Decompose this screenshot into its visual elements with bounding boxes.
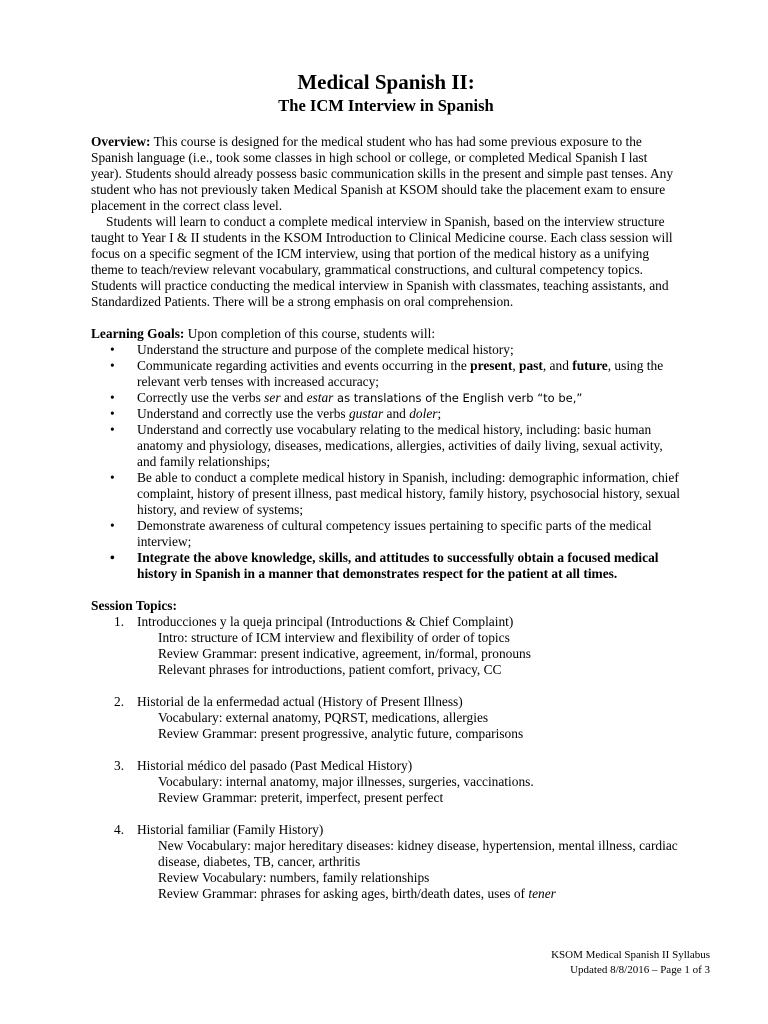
topic-number: 1. bbox=[114, 614, 125, 629]
goal-item bbox=[91, 390, 681, 406]
topic-detail: Vocabulary: external anatomy, PQRST, medications, allergies bbox=[158, 710, 489, 725]
page-footer bbox=[551, 948, 710, 978]
goal-item bbox=[91, 358, 681, 390]
footer-syllabus-title: KSOM Medical Spanish II Syllabus bbox=[551, 949, 710, 961]
topic-number: 2. bbox=[114, 694, 125, 709]
overview-label: Overview: bbox=[91, 134, 151, 149]
session-topics-heading bbox=[91, 598, 681, 614]
topic-item bbox=[91, 758, 681, 806]
learning-goals-label: Learning Goals: bbox=[91, 326, 185, 341]
document-subtitle: The ICM Interview in Spanish bbox=[278, 96, 494, 115]
topic-detail: Review Vocabulary: numbers, family relationships bbox=[158, 870, 430, 885]
topic-detail: Review Grammar: present progressive, analytic future, comparisons bbox=[158, 726, 524, 741]
syllabus-page bbox=[91, 70, 681, 918]
topic-title: Historial familiar (Family History) bbox=[137, 822, 324, 837]
goal-text: Communicate regarding activities and events occurring in the bbox=[137, 358, 471, 373]
goal-keyword-past: past bbox=[519, 358, 543, 373]
goal-text: Understand the structure and purpose of the complete medical history; bbox=[137, 342, 514, 357]
topic-detail: Review Grammar: preterit, imperfect, present perfect bbox=[158, 790, 444, 805]
overview-text: This course is designed for the medical student who has had some previous exposure to the Spanish language (i.e., took some classes in high school or college, or completed Medical Spanish I last year). Students should already possess basic communication skills in the present and simple past tenses. Any student who has not previously taken Medical Spanish at KSOM should take the placement exam to ensure placement in the correct class level. bbox=[91, 134, 674, 213]
goal-text: ; bbox=[437, 406, 442, 421]
topic-item bbox=[91, 822, 681, 902]
topic-detail: Review Grammar: present indicative, agreement, in/formal, pronouns bbox=[158, 646, 531, 661]
footer-updated-page: Updated 8/8/2016 – Page 1 of 3 bbox=[570, 964, 710, 976]
goal-verb-ser: ser bbox=[264, 390, 281, 405]
goal-text: , bbox=[512, 358, 520, 373]
session-topics-label: Session Topics: bbox=[91, 598, 177, 613]
goal-text: Understand and correctly use the verbs bbox=[137, 406, 349, 421]
goal-item bbox=[91, 518, 681, 550]
topic-title: Historial de la enfermedad actual (History of Present Illness) bbox=[137, 694, 463, 709]
learning-goals-intro-text: Upon completion of this course, students will: bbox=[184, 326, 436, 341]
goal-verb-estar: estar bbox=[306, 390, 334, 405]
goal-text: , and bbox=[542, 358, 573, 373]
goal-text: Integrate the above knowledge, skills, and attitudes to successfully obtain a focused medical history in Spanish in a manner that demonstrates respect for the patient at all times. bbox=[137, 550, 659, 581]
topic-detail: New Vocabulary: major hereditary diseases: kidney disease, hypertension, mental illness, cardiac disease, diabetes, TB, cancer, arthritis bbox=[158, 838, 678, 869]
learning-goals-list bbox=[91, 342, 681, 582]
goal-verb-gustar: gustar bbox=[348, 406, 384, 421]
topic-item bbox=[91, 694, 681, 742]
topic-detail bbox=[137, 886, 681, 902]
goal-text: Demonstrate awareness of cultural competency issues pertaining to specific parts of the medical interview; bbox=[137, 518, 652, 549]
session-topics-list bbox=[91, 614, 681, 902]
goal-item bbox=[91, 422, 681, 470]
overview-paragraph-2: Students will learn to conduct a complete medical interview in Spanish, based on the interview structure taught to Year I & II students in the KSOM Introduction to Clinical Medicine course. Each class session will focus on a specific segment of the ICM interview, using that portion of the medical history as a unifying theme to teach/review relevant vocabulary, grammatical constructions, and cultural competency topics. Students will practice conducting the medical interview in Spanish with classmates, teaching assistants, and Standardized Patients. There will be a strong emphasis on oral comprehension. bbox=[91, 214, 673, 309]
learning-goals-intro bbox=[91, 326, 681, 342]
goal-text: and bbox=[280, 390, 307, 405]
document-title: Medical Spanish II: bbox=[297, 70, 475, 94]
goal-keyword-future: future bbox=[572, 358, 608, 373]
topic-title: Historial médico del pasado (Past Medical History) bbox=[137, 758, 413, 773]
topic-detail-text: Review Grammar: phrases for asking ages, birth/death dates, uses of bbox=[158, 886, 529, 901]
goal-text: Correctly use the verbs bbox=[137, 390, 265, 405]
goal-text: and bbox=[383, 406, 410, 421]
goal-item bbox=[91, 342, 681, 358]
topic-detail: Intro: structure of ICM interview and flexibility of order of topics bbox=[158, 630, 510, 645]
goal-text: as translations of the English verb “to be,” bbox=[333, 391, 583, 405]
goal-verb-doler: doler bbox=[409, 406, 438, 421]
topic-detail: Vocabulary: internal anatomy, major illnesses, surgeries, vaccinations. bbox=[158, 774, 534, 789]
goal-item bbox=[91, 406, 681, 422]
topic-title: Introducciones y la queja principal (Introductions & Chief Complaint) bbox=[137, 614, 514, 629]
topic-number: 4. bbox=[114, 822, 125, 837]
goal-keyword-present: present bbox=[470, 358, 513, 373]
goal-text: , using the relevant verb tenses with increased accuracy; bbox=[137, 358, 664, 389]
goal-item bbox=[91, 470, 681, 518]
goal-item bbox=[91, 550, 681, 582]
topic-detail-verb-tener: tener bbox=[528, 886, 556, 901]
topic-number: 3. bbox=[114, 758, 125, 773]
goal-text: Understand and correctly use vocabulary relating to the medical history, including: basic human anatomy and physiology, diseases, medications, allergies, activities of daily living, sexual activity, and family relationships; bbox=[137, 422, 663, 469]
overview-paragraph bbox=[91, 134, 681, 214]
topic-item bbox=[91, 614, 681, 678]
topic-detail: Relevant phrases for introductions, patient comfort, privacy, CC bbox=[158, 662, 502, 677]
goal-text: Be able to conduct a complete medical history in Spanish, including: demographic information, chief complaint, history of present illness, past medical history, family history, psychosocial history, sexual history, and review of systems; bbox=[137, 470, 680, 517]
